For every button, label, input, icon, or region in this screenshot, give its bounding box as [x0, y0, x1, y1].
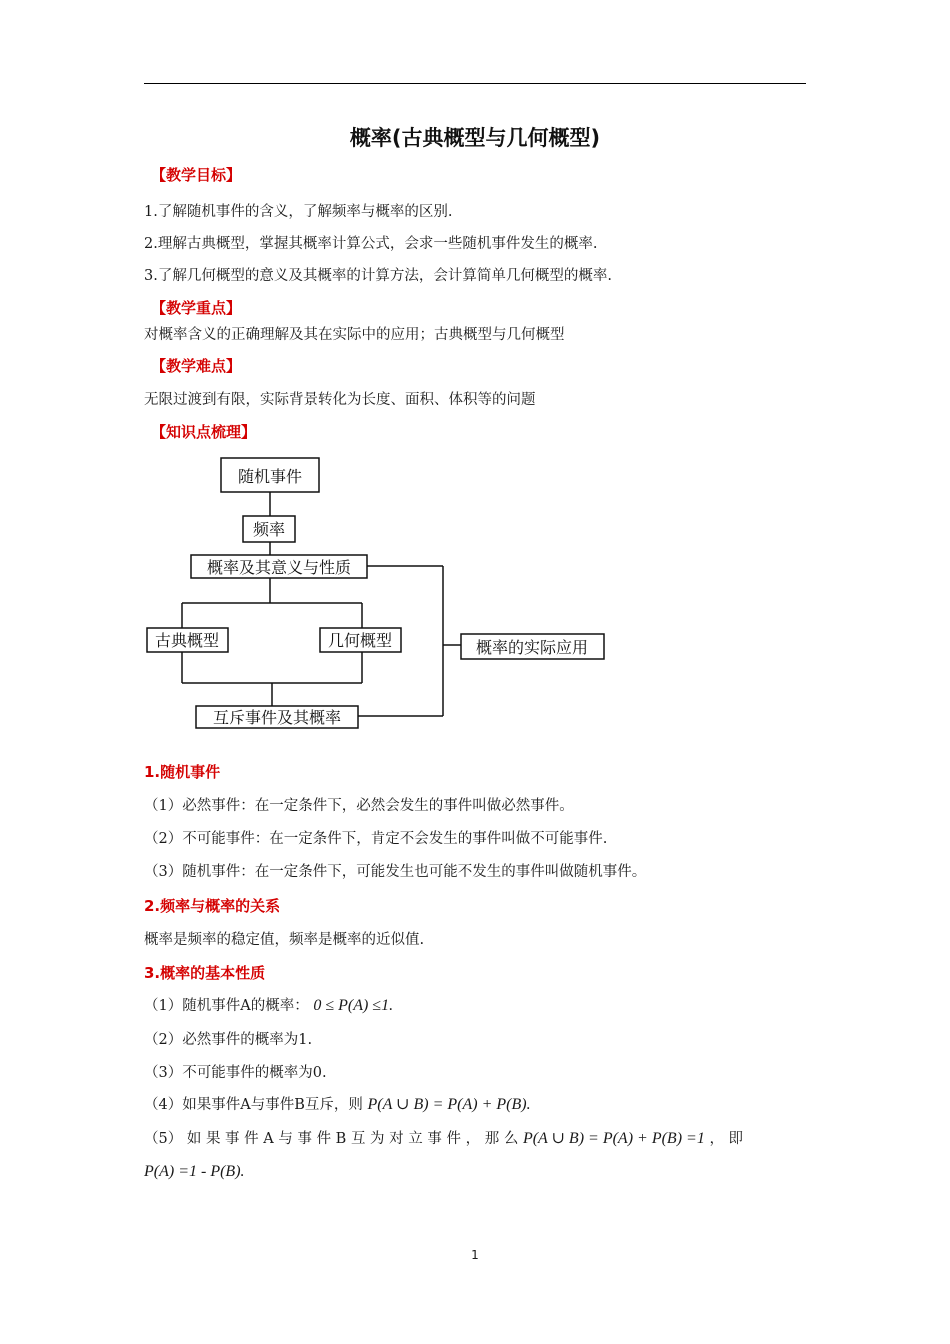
- topic3-item-1-formula: 0 ≤ P(A) ≤1.: [313, 997, 394, 1014]
- goals-heading: 【教学目标】: [151, 166, 242, 184]
- difficulties-heading: 【教学难点】: [151, 357, 242, 375]
- label-application: 概率的实际应用: [475, 638, 589, 657]
- label-frequency: 频率: [252, 520, 286, 539]
- topic3-item-5-formula: P(A ∪ B) = P(A) + P(B) =1: [522, 1130, 705, 1147]
- topic3-item-4-formula: P(A ∪ B) = P(A) + P(B).: [367, 1096, 531, 1113]
- topic1-item-1: （1）必然事件：在一定条件下，必然会发生的事件叫做必然事件。: [144, 798, 574, 814]
- topic3-item-4: [144, 1093, 531, 1114]
- topic3-heading: 3.概率的基本性质: [144, 964, 266, 982]
- topic2-text: 概率是频率的稳定值，频率是概率的近似值.: [144, 932, 425, 948]
- key-points-text: 对概率含义的正确理解及其在实际中的应用；古典概型与几何概型: [144, 327, 565, 343]
- topic3-item-5-text: （5） 如 果 事 件 A 与 事 件 B 互 为 对 立 事 件 ， 那 么: [144, 1131, 519, 1147]
- topic1-item-2: （2）不可能事件：在一定条件下，肯定不会发生的事件叫做不可能事件.: [144, 831, 608, 847]
- topic2-heading: 2.频率与概率的关系: [144, 897, 281, 915]
- difficulties-text: 无限过渡到有限，实际背景转化为长度、面积、体积等的问题: [144, 392, 536, 408]
- label-probability-meaning: 概率及其意义与性质: [206, 558, 352, 577]
- label-geometric: 几何概型: [327, 631, 393, 650]
- topic3-item-5: [144, 1127, 743, 1148]
- topic1-item-3: （3）随机事件：在一定条件下，可能发生也可能不发生的事件叫做随机事件。: [144, 864, 647, 880]
- topic3-item-5-formula-2: P(A) =1 - P(B).: [144, 1163, 245, 1180]
- label-random-event: 随机事件: [237, 467, 303, 486]
- key-points-heading: 【教学重点】: [151, 299, 242, 317]
- page-number: 1: [471, 1248, 479, 1262]
- goal-item-1: 1.了解随机事件的含义，了解频率与概率的区别.: [144, 204, 453, 220]
- topic3-item-5-tail: ， 即: [709, 1131, 744, 1147]
- topic3-item-1-text: （1）随机事件A的概率：: [144, 998, 309, 1014]
- topic3-item-4-text: （4）如果事件A与事件B互斥，则: [144, 1097, 363, 1113]
- topic3-item-2: （2）必然事件的概率为1.: [144, 1032, 313, 1048]
- page-title: 概率(古典概型与几何概型): [349, 126, 601, 150]
- knowledge-heading: 【知识点梳理】: [151, 423, 257, 441]
- topic3-item-3: （3）不可能事件的概率为0.: [144, 1065, 327, 1081]
- goal-item-3: 3.了解几何概型的意义及其概率的计算方法，会计算简单几何概型的概率.: [144, 268, 612, 284]
- goal-item-2: 2.理解古典概型，掌握其概率计算公式，会求一些随机事件发生的概率.: [144, 236, 598, 252]
- topic3-item-5-line2: [144, 1163, 245, 1181]
- topic1-heading: 1.随机事件: [144, 763, 221, 781]
- label-classical: 古典概型: [154, 631, 220, 650]
- topic3-item-1: [144, 994, 393, 1015]
- label-exclusive: 互斥事件及其概率: [212, 708, 342, 727]
